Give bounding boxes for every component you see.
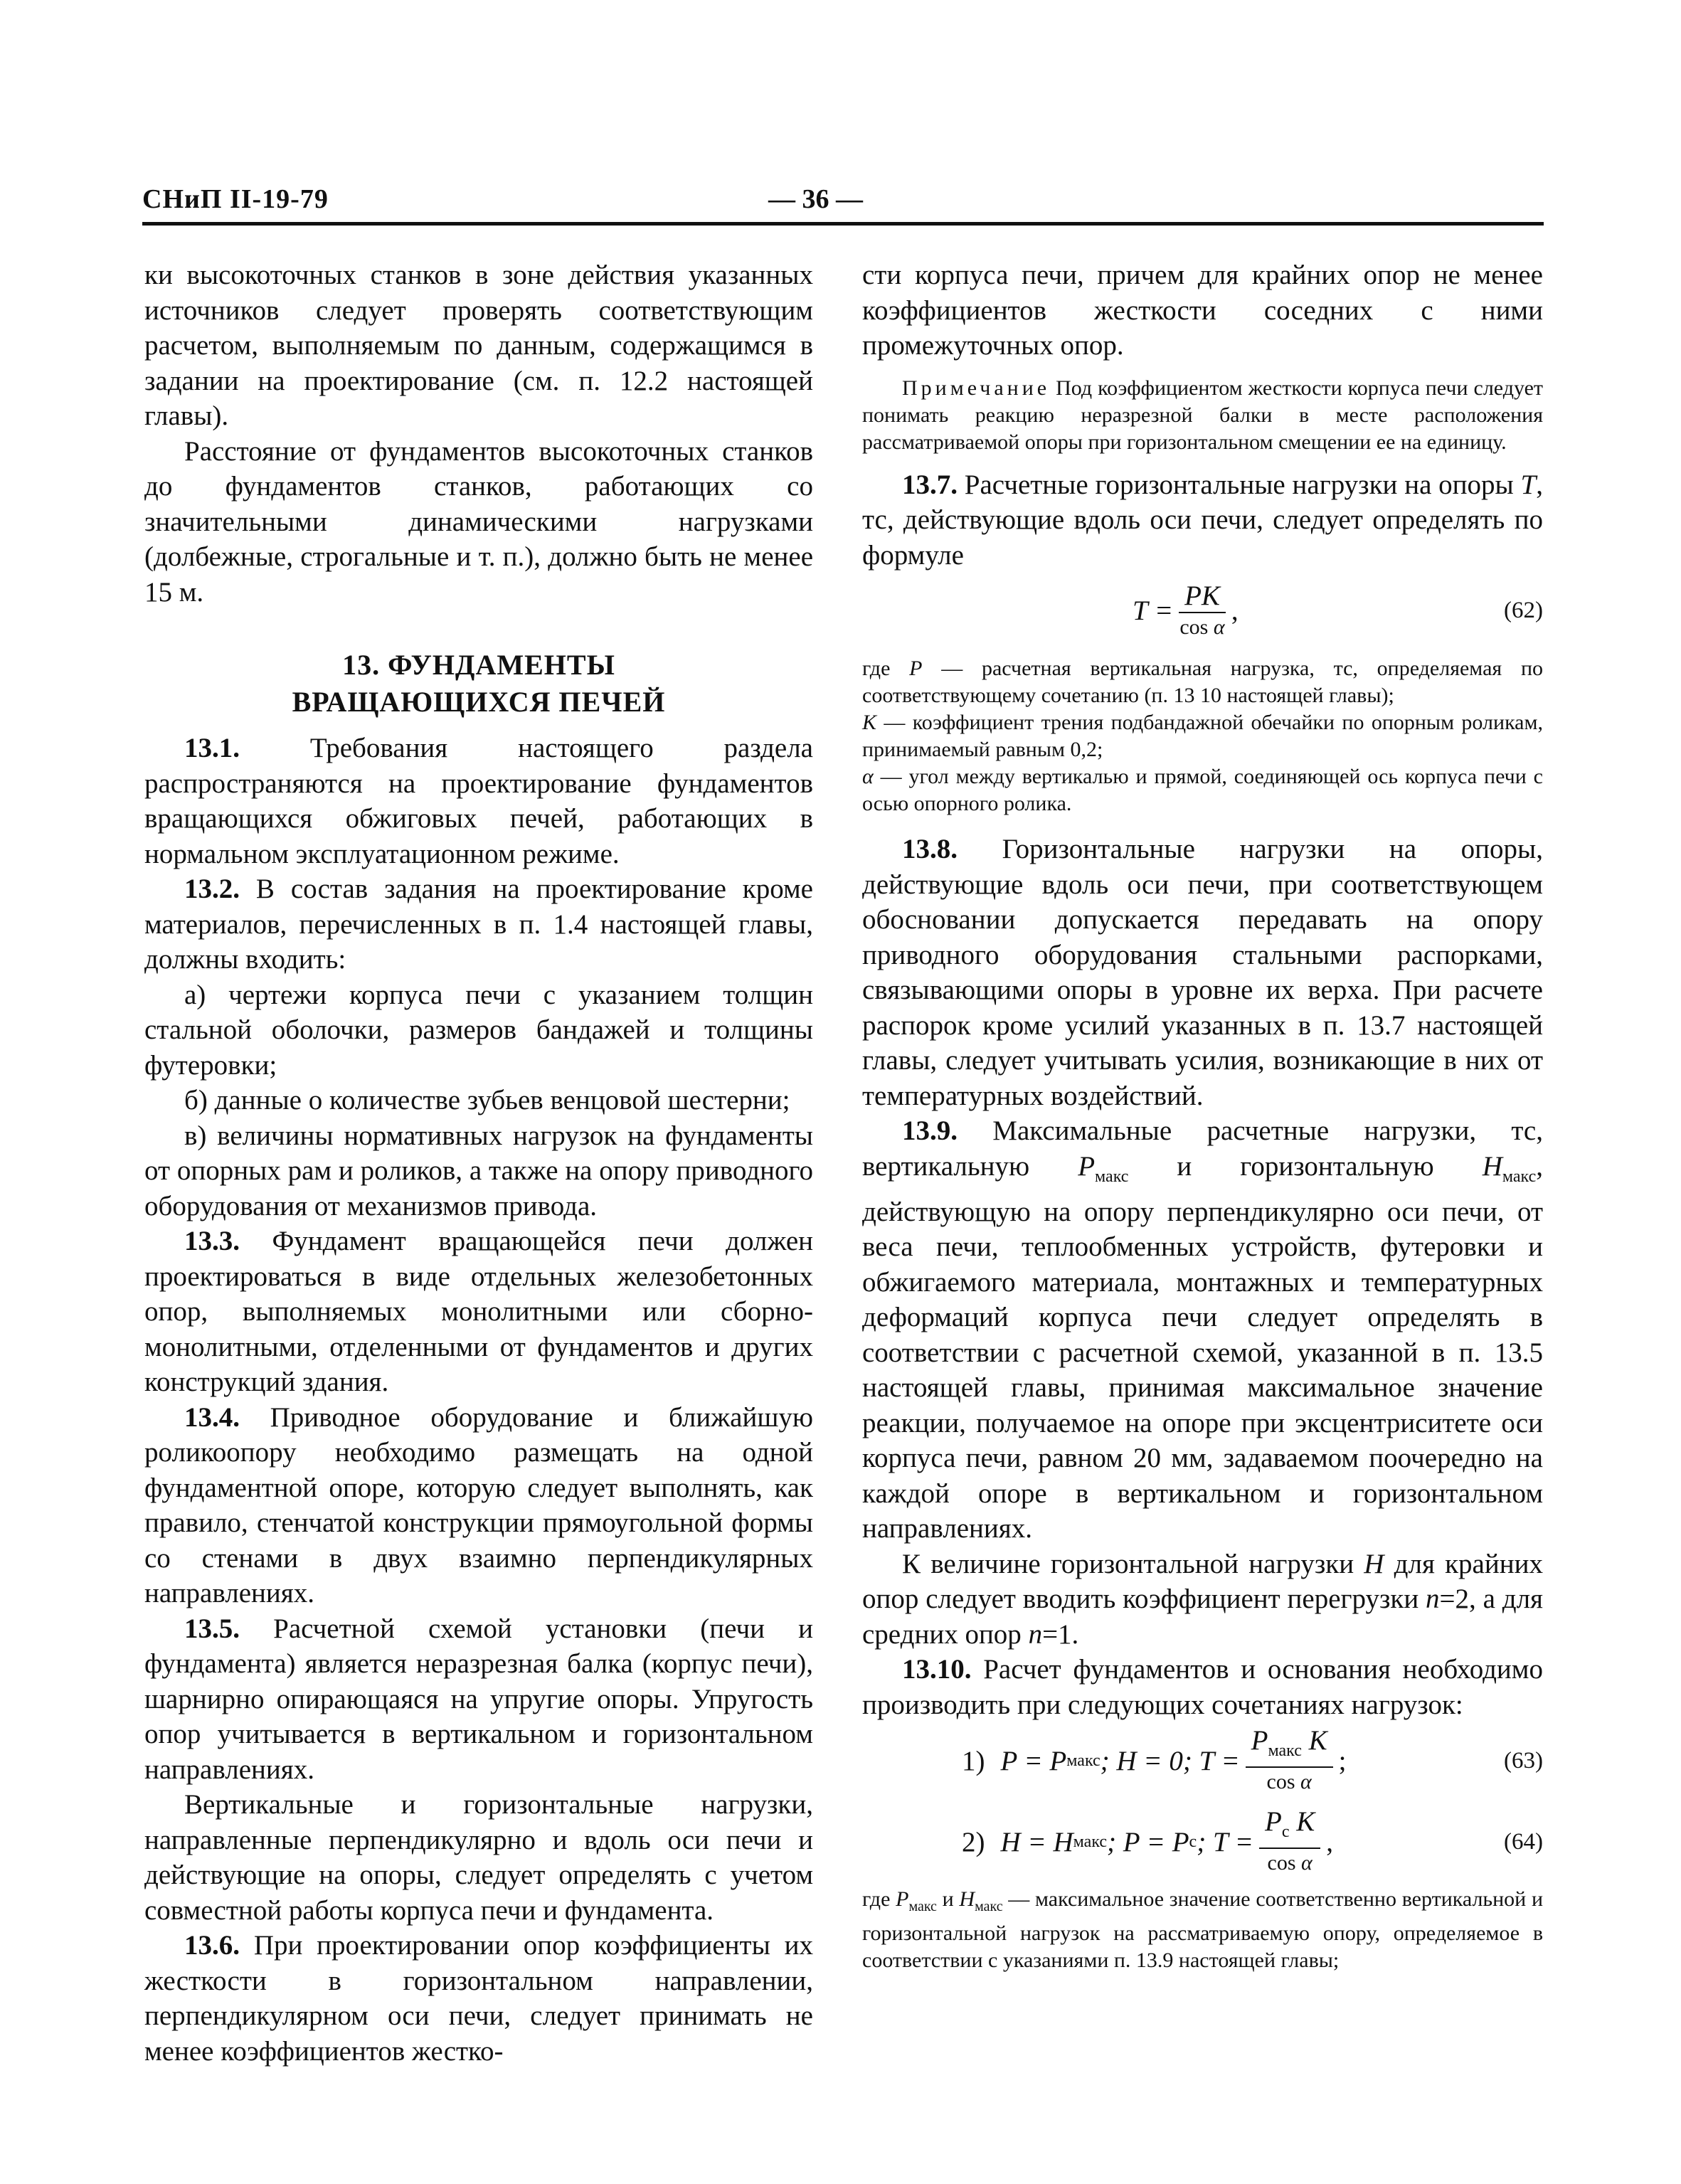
where-word: где (862, 657, 910, 680)
clause-13-10 (862, 1652, 1543, 1722)
clause-number: 13.8. (902, 834, 958, 864)
definition-Pmax-Hmax (862, 1886, 1543, 1974)
clause-13-7 (862, 467, 1543, 573)
subscript: c (1189, 1832, 1197, 1851)
clause-number: 13.7. (902, 469, 958, 500)
page-header (142, 184, 1544, 222)
paragraph-distance: Расстояние от фундаментов высокоточных станков до фундаментов станков, работающих со значительными динамическими нагрузками (долбежные, строгальные и т. п.), должно быть не менее 15 м. (144, 435, 813, 608)
definition-text: — максимальное значение соответственно вертикальной и горизонтальной нагрузок на рассматриваемую опору, определяемое в соответствии с указаниями п. 13.9 настоящей главы; (862, 1887, 1543, 1973)
subscript-max: макс (1502, 1167, 1537, 1186)
clause-text: Расчет фундаментов и основания необходимо производить при следующих сочетаниях нагрузок: (862, 1654, 1543, 1720)
section-heading (144, 647, 813, 721)
clause-text: =1. (1042, 1618, 1079, 1650)
subscript: макс (1066, 1751, 1101, 1770)
symbol-P: P (896, 1887, 909, 1912)
symbol-H: H (1482, 1150, 1502, 1182)
formula-punct: , (1326, 1826, 1333, 1857)
clause-number: 13.10. (902, 1654, 972, 1685)
fraction-denominator (1268, 1849, 1313, 1877)
formula-62-expression (1133, 574, 1239, 648)
symbol: P (1265, 1806, 1282, 1838)
formula-punct: ; (1338, 1745, 1347, 1776)
clause-text: Требования настоящего раздела распространяются на проектирование фундаментов вращающихся обжиговых печей, работающих в нормальном эксплуатационном режиме. (144, 733, 813, 869)
equation-number: (63) (1504, 1747, 1543, 1774)
cos: cos (1179, 615, 1209, 639)
cos: cos (1267, 1851, 1296, 1875)
right-column (862, 258, 1543, 1974)
section-heading-line1: 13. ФУНДАМЕНТЫ (342, 649, 615, 681)
formula-63 (862, 1724, 1543, 1798)
clause-number: 13.5. (184, 1613, 240, 1644)
definitions-64 (862, 1886, 1543, 1974)
formula-mid: ; H = 0; T = (1100, 1745, 1240, 1776)
clause-13-9-paragraph-2 (862, 1547, 1543, 1653)
note (862, 375, 1543, 456)
definitions-62 (862, 655, 1543, 817)
list-item-b: б) данные о количестве зубьев венцовой шестерни; (184, 1085, 790, 1115)
clause-13-6 (144, 1928, 813, 2069)
left-column (144, 258, 813, 2069)
clause-text: К величине горизонтальной нагрузки (902, 1548, 1364, 1579)
clause-text: Горизонтальные нагрузки на опоры, действующие вдоль оси печи, при соответствующем обосновании допускается передавать на опору приводного оборудования стальными распорками, связывающими опоры в уровне их верха. При расчете распорок кроме усилий указанных в п. 13.7 настоящей главы, следует учитывать усилия, возникающие в них от температурных воздействий. (862, 834, 1543, 1111)
definition-alpha (862, 763, 1543, 817)
symbol-K: K (862, 711, 877, 734)
clause-number: 13.3. (184, 1226, 240, 1256)
clause-text: для крайних опор следует вводить коэффициент перегрузки (862, 1548, 1543, 1615)
alpha: α (1301, 1851, 1313, 1875)
clause-number: 13.4. (184, 1401, 240, 1433)
subscript-max: макс (1095, 1167, 1129, 1186)
fraction-numerator (1259, 1806, 1320, 1849)
clause-text: При проектировании опор коэффициенты их жесткости в горизонтальном направлении, перпендикулярном оси печи, следует принимать не менее коэффициентов жестко- (144, 1930, 813, 2067)
symbol-P: P (1078, 1150, 1096, 1182)
note-label: Примечание (902, 376, 1051, 400)
fraction-numerator: PK (1179, 581, 1226, 613)
equation-number: (64) (1504, 1828, 1543, 1855)
symbol: K (1289, 1806, 1315, 1838)
clause-text-tail: , тс, действующие вдоль оси печи, следует определять по формуле (862, 469, 1543, 571)
list-item-v: в) величины нормативных нагрузок на фундаменты от опорных рам и роликов, а также на опору приводного оборудования от механизмов привода. (144, 1120, 813, 1221)
clause-13-4 (144, 1400, 813, 1611)
header-rule (142, 222, 1544, 226)
formula-label: 1) (962, 1745, 985, 1776)
clause-13-5 (144, 1611, 813, 1788)
formula-mid: ; T = (1197, 1826, 1253, 1857)
symbol-T: T (1520, 469, 1537, 500)
symbol: K (1301, 1725, 1327, 1756)
formula-63-expression (962, 1724, 1347, 1798)
definition-text: — угол между вертикалью и прямой, соединяющей ось корпуса печи с осью опорного ролика. (862, 765, 1543, 815)
clause-13-1 (144, 731, 813, 871)
fraction-denominator (1179, 613, 1224, 642)
formula-fraction (1259, 1806, 1320, 1877)
section-heading-line2: ВРАЩАЮЩИХСЯ ПЕЧЕЙ (292, 686, 666, 718)
clause-13-5-paragraph-2: Вертикальные и горизонтальные нагрузки, направленные перпендикулярно и вдоль оси печи и действующие на опоры, следует определять с учетом совместной работы корпуса печи и фундамента. (144, 1789, 813, 1926)
symbol-P: P (909, 657, 923, 680)
clause-text: и горизонтальную (1128, 1150, 1483, 1182)
clause-text: В состав задания на проектирование кроме материалов, перечисленных в п. 1.4 настоящей главы, должны входить: (144, 874, 813, 975)
formula-fraction (1246, 1725, 1333, 1796)
clause-text: Максимальные расчетные нагрузки, тс, вертикальную (862, 1115, 1543, 1182)
symbol-alpha: α (862, 765, 874, 788)
symbol-H: H (959, 1887, 975, 1912)
clause-number: 13.6. (184, 1930, 240, 1961)
equation-number: (62) (1504, 598, 1543, 624)
formula-lhs: T = (1133, 595, 1174, 627)
formula-62 (862, 574, 1543, 648)
clause-13-8 (862, 832, 1543, 1113)
formula-mid: ; P = P (1107, 1826, 1189, 1857)
fraction-numerator (1246, 1725, 1333, 1768)
clause-number: 13.1. (184, 733, 240, 763)
symbol-n: n (1426, 1584, 1440, 1615)
clause-text: Фундамент вращающейся печи должен проектироваться в виде отдельных железобетонных опор, выполняемых монолитными или сборно-монолитными, отделенными от фундаментов и других конструкций здания. (144, 1226, 813, 1397)
clause-number: 13.2. (184, 874, 240, 904)
alpha: α (1300, 1770, 1312, 1794)
alpha: α (1213, 615, 1225, 639)
formula-fraction (1179, 581, 1226, 642)
clause-13-9 (862, 1113, 1543, 1547)
definition-text: — коэффициент трения подбандажной обечайки по опорным роликам, принимаемый равным 0,2; (862, 711, 1543, 761)
conjunction: и (936, 1887, 960, 1912)
clause-number: 13.9. (902, 1115, 958, 1146)
formula-lhs: H = H (1000, 1826, 1073, 1857)
formula-64-expression (962, 1805, 1333, 1879)
formula-punct: , (1231, 595, 1239, 627)
clause-13-3 (144, 1224, 813, 1400)
subscript: макс (1268, 1742, 1302, 1761)
clause-text: =2, а для средних опор (862, 1584, 1543, 1650)
clause-text: Приводное оборудование и ближайшую роликоопору необходимо размещать на одной фундаментной опоре, которую следует выполнять, как правило, стенчатой конструкции прямоугольной формы со стенами в двух взаимно перпендикулярных направлениях. (144, 1401, 813, 1608)
page-number: — 36 — (768, 184, 863, 214)
document-code: СНиП II-19-79 (142, 184, 329, 214)
cos: cos (1266, 1770, 1295, 1794)
fraction-denominator (1267, 1768, 1312, 1796)
formula-lhs: P = P (1000, 1745, 1067, 1776)
clause-text: , действующую на опору перпендикулярно оси печи, от веса печи, теплообменных устройств, футеровки и обжигаемого материала, монтажных и температурных деформаций корпуса печи следует определять в соответствии с расчетной схемой, указанной в п. 13.5 настоящей главы, принимая максимальное значение реакции, получаемое на опоре при эксцентриситете оси корпуса печи, равном 20 мм, задаваемом поочередно на каждой опоре в вертикальном и горизонтальном направлениях. (862, 1150, 1543, 1544)
subscript: макс (1073, 1832, 1108, 1851)
clause-13-2 (144, 871, 813, 977)
note-text: Под коэффициентом жесткости корпуса печи следует понимать реакцию неразрезной балки в месте расположения рассматриваемой опоры при горизонтальном смещении ее на единицу. (862, 376, 1543, 454)
definition-K (862, 709, 1543, 763)
list-item-a: а) чертежи корпуса печи с указанием толщин стальной оболочки, размеров бандажей и толщины футеровки; (144, 979, 813, 1081)
paragraph-continued: ки высокоточных станков в зоне действия указанных источников следует проверять соответствующим расчетом, выполняемым по данным, содержащимся в задании на проектирование (см. п. 12.2 настоящей главы). (144, 260, 813, 431)
where-word: где (862, 1887, 896, 1912)
clause-text: Расчетные горизонтальные нагрузки на опоры (958, 469, 1521, 500)
subscript: макс (908, 1899, 937, 1915)
definition-P (862, 655, 1543, 709)
formula-label: 2) (962, 1826, 985, 1857)
clause-13-6-continued: сти корпуса печи, причем для крайних опор не менее коэффициентов жесткости соседних с ними промежуточных опор. (862, 260, 1543, 361)
subscript: c (1281, 1823, 1290, 1842)
subscript: макс (975, 1899, 1003, 1915)
definition-text: — расчетная вертикальная нагрузка, тс, определяемая по соответствующему сочетанию (п. 13 10 настоящей главы); (862, 657, 1544, 707)
symbol-H: H (1364, 1548, 1384, 1579)
symbol: P (1251, 1725, 1268, 1756)
clause-text: Расчетной схемой установки (печи и фундамента) является неразрезная балка (корпус печи), шарнирно опирающаяся на упругие опоры. Упругость опор учитывается в вертикальном и горизонтальном направлениях. (144, 1613, 813, 1785)
formula-64 (862, 1805, 1543, 1879)
symbol-n: n (1028, 1618, 1043, 1650)
